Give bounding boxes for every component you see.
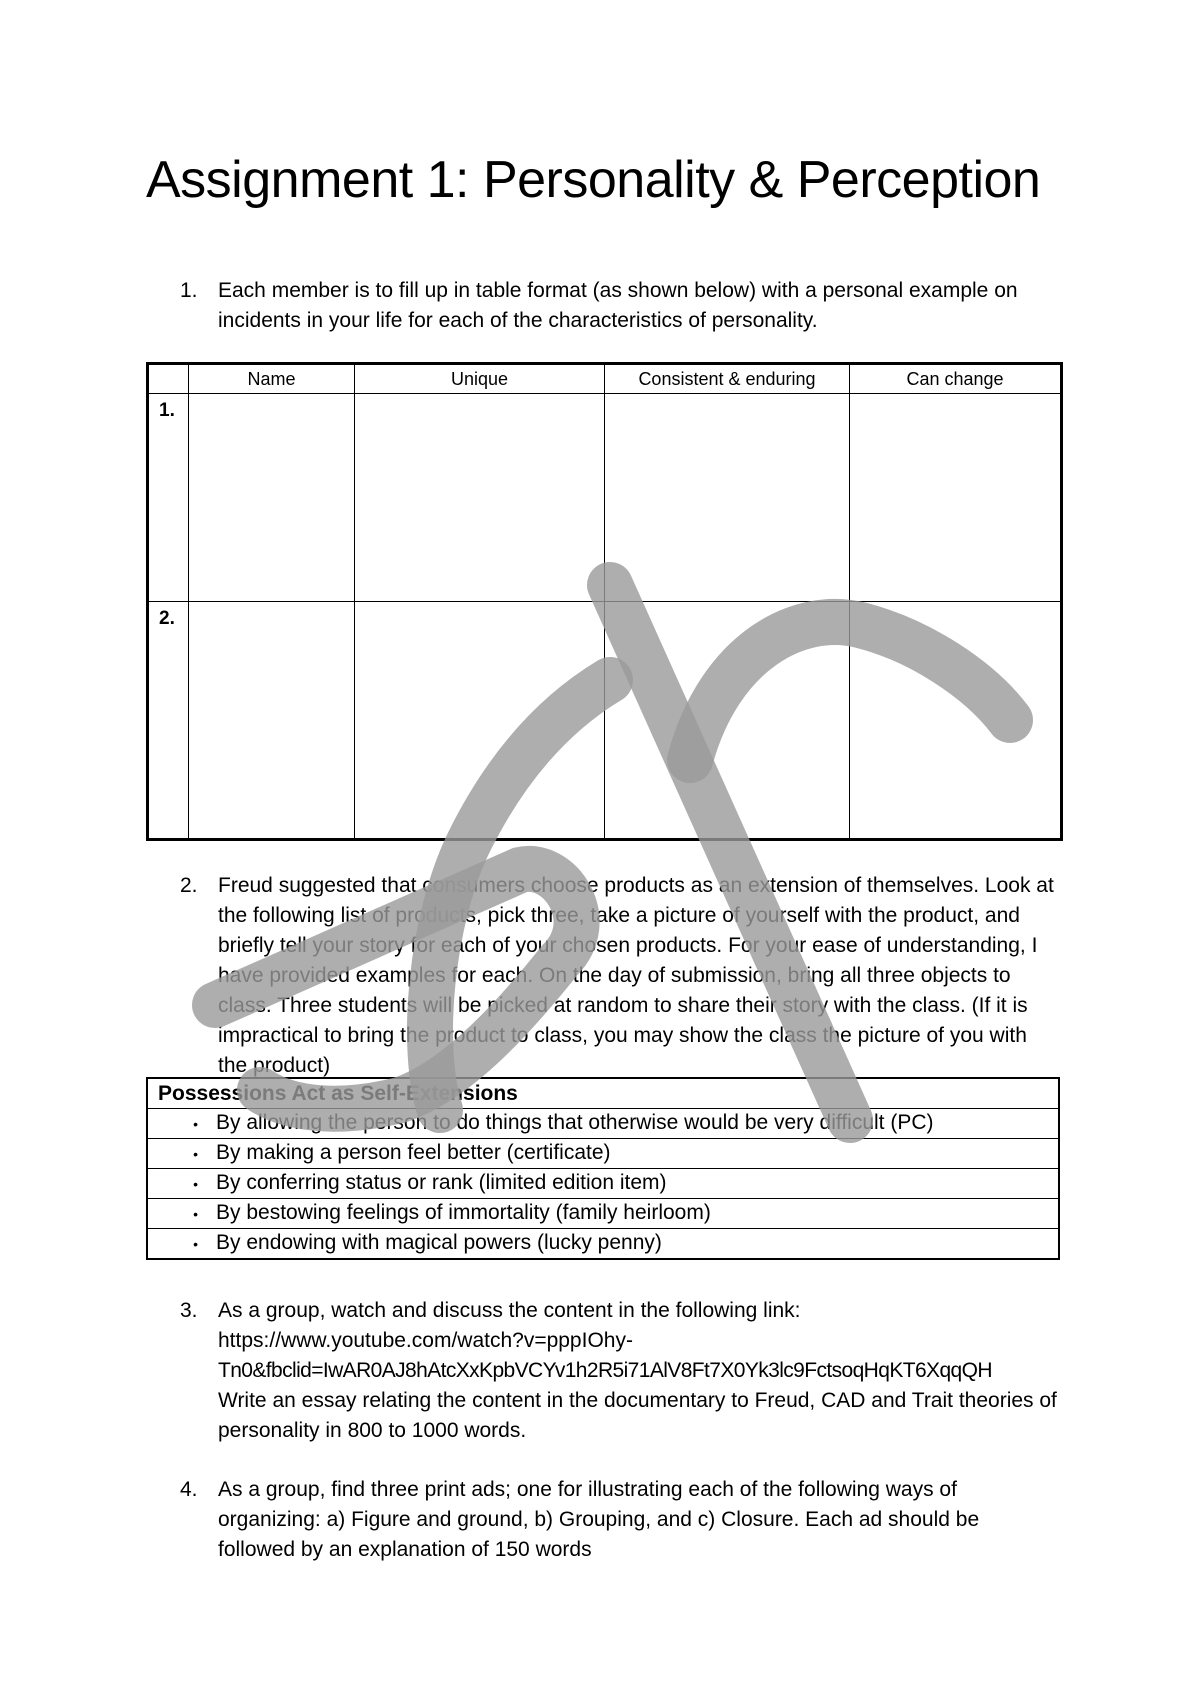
question-number: 4.: [180, 1478, 198, 1501]
row-number: 1.: [148, 394, 189, 602]
table-header-row: [148, 364, 1062, 394]
bullet-icon: •: [193, 1116, 198, 1132]
question-number: 1.: [180, 279, 198, 302]
question-4: [180, 1475, 1060, 1565]
table-row: [148, 602, 1062, 840]
question-text: As a group, find three print ads; one for illustrating each of the following ways of organizing: a) Figure and ground, b) Grouping, and c) Closure. Each ad should be followed by an explanation of 150 words: [218, 1478, 980, 1561]
can-change-cell[interactable]: [850, 602, 1062, 840]
characteristics-table: [146, 362, 1063, 841]
header-name: Name: [189, 364, 355, 394]
question-3: [180, 1296, 1080, 1446]
question-text: Each member is to fill up in table format (as shown below) with a personal example on incidents in your life for each of the characteristics of personality.: [218, 279, 1018, 332]
bullet-icon: •: [193, 1176, 198, 1192]
can-change-cell[interactable]: [850, 394, 1062, 602]
page-title: Assignment 1: Personality & Perception: [146, 151, 1041, 209]
name-cell[interactable]: [189, 394, 355, 602]
name-cell[interactable]: [189, 602, 355, 840]
bullet-icon: •: [193, 1146, 198, 1162]
header-unique: Unique: [355, 364, 605, 394]
table-row: [148, 394, 1062, 602]
row-number: 2.: [148, 602, 189, 840]
possessions-table: [146, 1077, 1060, 1260]
bullet-icon: •: [193, 1206, 198, 1222]
question-text: Freud suggested that consumers choose products as an extension of themselves. Look at the following list of products, pick three, take a picture of yourself with the product, and briefly tell your story for each of your chosen products. For your ease of understanding, I have provided examples for each. On the day of submission, bring all three objects to class. Three students will be picked at random to share their story with the class. (If it is impractical to bring the product to class, you may show the class the picture of you with the product): [218, 874, 1054, 1077]
youtube-link[interactable]: https://www.youtube.com/watch?v=pppIOhy-: [218, 1329, 633, 1352]
unique-cell[interactable]: [355, 602, 605, 840]
possessions-heading: Possessions Act as Self-Extensions: [147, 1078, 1059, 1109]
question-text: As a group, watch and discuss the content in the following link:: [218, 1299, 801, 1322]
consistent-cell[interactable]: [605, 602, 850, 840]
consistent-cell[interactable]: [605, 394, 850, 602]
question-number: 3.: [180, 1299, 198, 1322]
header-blank: [148, 364, 189, 394]
youtube-link-continued[interactable]: Tn0&fbclid=IwAR0AJ8hAtcXxKpbVCYv1h2R5i71AlV8Ft7X0Yk3lc9FctsoqHqKT6XqqQH: [218, 1359, 992, 1382]
list-item: • By making a person feel better (certificate): [147, 1139, 1059, 1169]
question-2: [180, 871, 1060, 1081]
list-item: • By endowing with magical powers (lucky penny): [147, 1229, 1059, 1260]
question-text: Write an essay relating the content in the documentary to Freud, CAD and Trait theories of personality in 800 to 1000 words.: [218, 1389, 1057, 1442]
header-can-change: Can change: [850, 364, 1062, 394]
header-consistent-enduring: Consistent & enduring: [605, 364, 850, 394]
list-item: • By bestowing feelings of immortality (family heirloom): [147, 1199, 1059, 1229]
bullet-icon: •: [193, 1236, 198, 1252]
question-1: [180, 276, 1060, 336]
unique-cell[interactable]: [355, 394, 605, 602]
question-number: 2.: [180, 874, 198, 897]
list-item: • By allowing the person to do things that otherwise would be very difficult (PC): [147, 1109, 1059, 1139]
list-item: • By conferring status or rank (limited edition item): [147, 1169, 1059, 1199]
